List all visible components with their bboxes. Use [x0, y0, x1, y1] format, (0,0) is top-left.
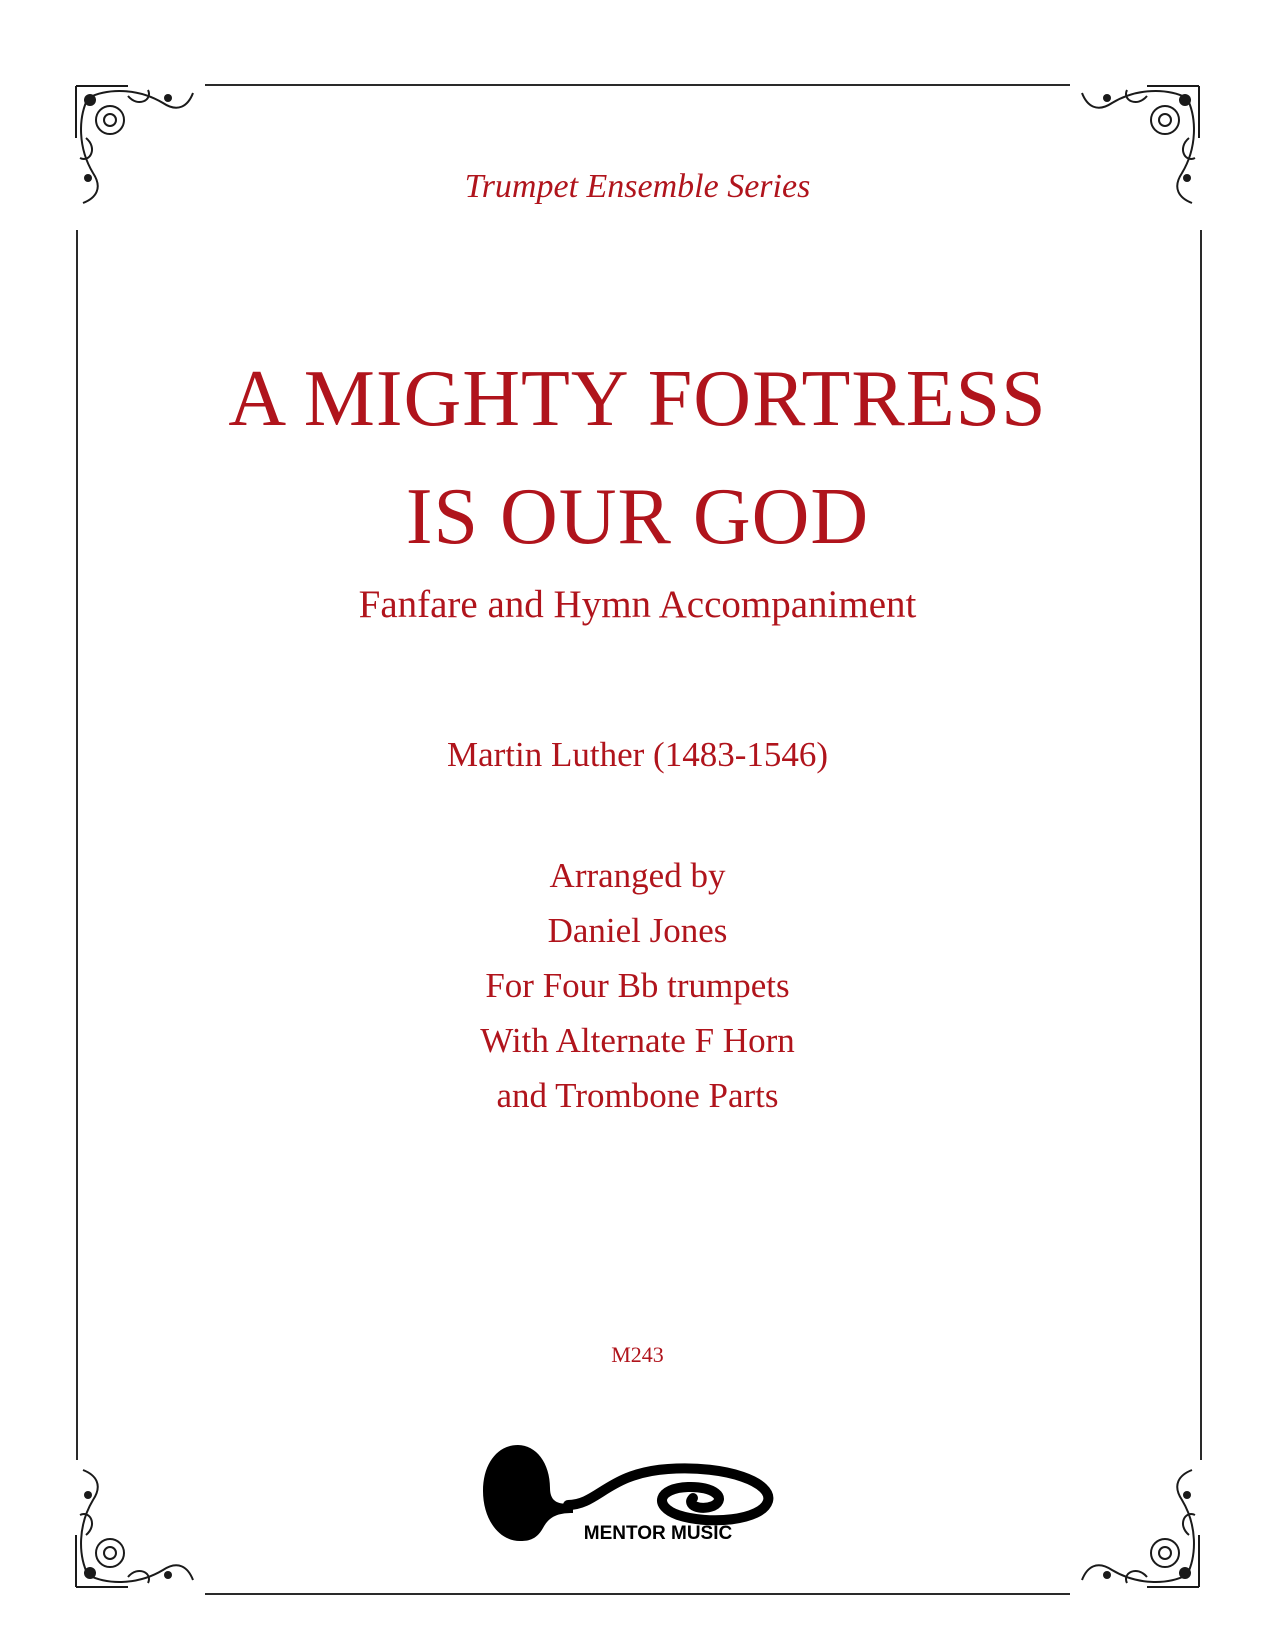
credit-line: With Alternate F Horn [480, 1021, 795, 1060]
composer: Martin Luther (1483-1546) [446, 735, 829, 774]
credit-line: For Four Bb trumpets [485, 966, 790, 1005]
arrangement-credits [0, 848, 1275, 1123]
corner-ornament-bottom-right [1077, 1465, 1207, 1595]
credit-line: Arranged by [549, 856, 726, 895]
publisher-logo [478, 1443, 798, 1543]
title-line-2: IS OUR GOD [405, 473, 870, 561]
series-label: Trumpet Ensemble Series [464, 168, 811, 205]
subtitle: Fanfare and Hymn Accompaniment [358, 583, 917, 626]
catalog-number: M243 [611, 1342, 664, 1367]
credit-line: Daniel Jones [547, 911, 728, 950]
frame-bottom-line [205, 1593, 1070, 1595]
title-line-1: A MIGHTY FORTRESS [228, 355, 1047, 443]
frame-top-line [205, 84, 1070, 86]
corner-ornament-bottom-left [68, 1465, 198, 1595]
credit-line: and Trombone Parts [496, 1076, 779, 1115]
page-title [0, 340, 1275, 576]
publisher-name: MENTOR MUSIC [583, 1523, 733, 1543]
